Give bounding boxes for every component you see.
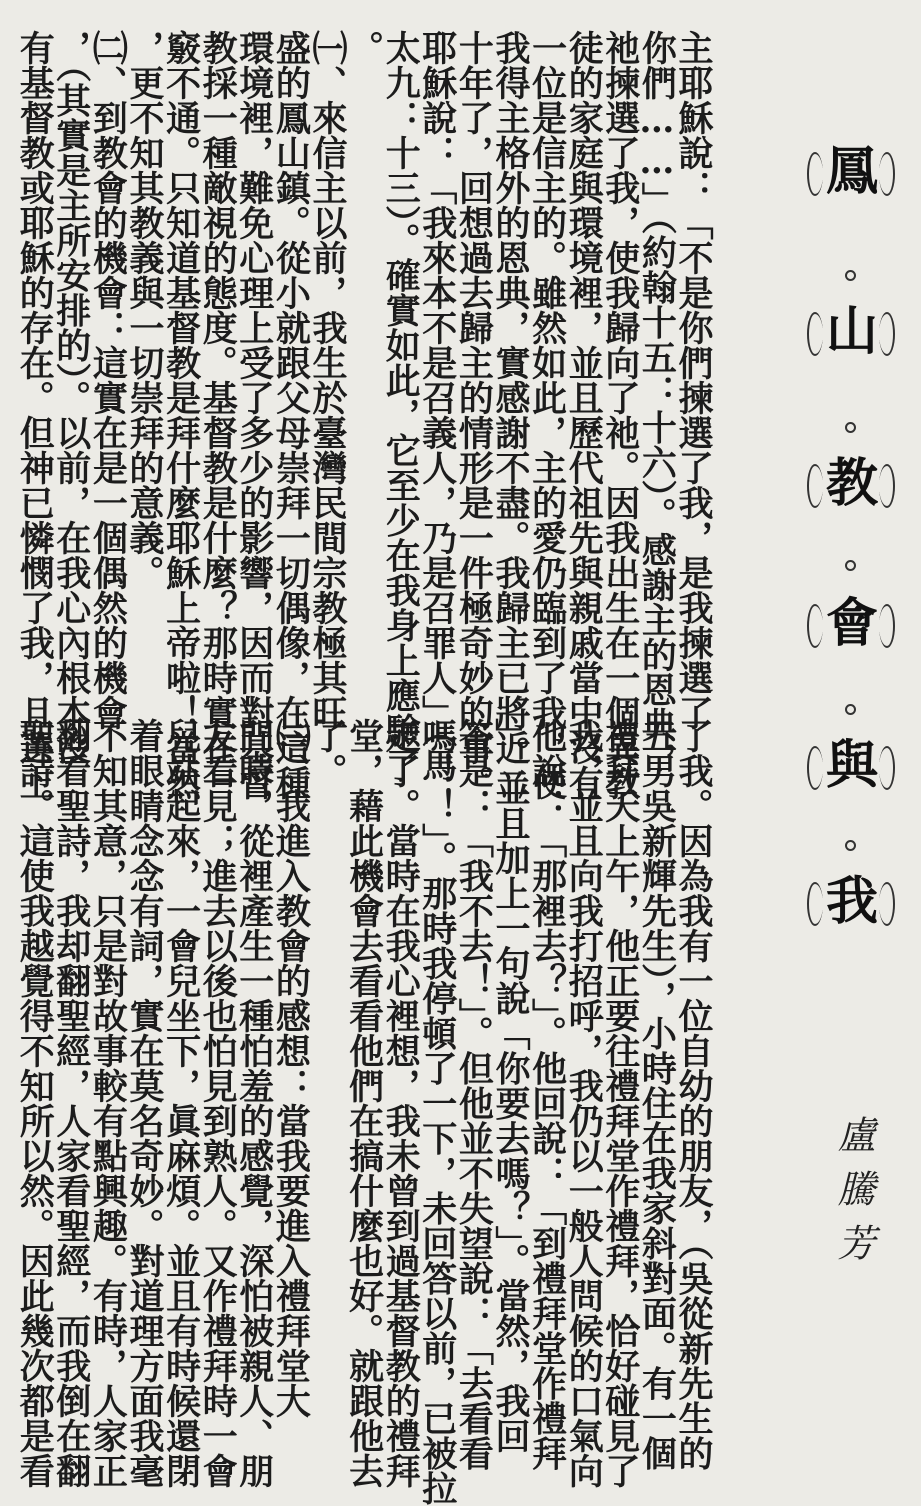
- text-column: 十年了，回想過去歸主的情形是一件極奇妙的事。: [453, 30, 495, 800]
- title-char: 會: [825, 593, 878, 654]
- title-char: 山: [825, 301, 878, 362]
- text-column: 他說：「那裡去？」。他回說：「到禮拜堂作禮拜: [526, 718, 568, 1471]
- text-column: ，（其實是主所安排的）。以前，在我心內根本沒: [50, 30, 92, 765]
- text-column: 五男吳新輝先生），小時住在我家斜對面。有一個: [636, 718, 678, 1471]
- text-column: 太九：十三）。確實如此，它至少在我身上應驗了: [380, 30, 422, 783]
- text-column: 不知其意，只是對故事較有點興趣。有時，人家正: [87, 718, 129, 1488]
- text-column: 我，並且向我打招呼，我仍以一般人問候的口氣向: [563, 718, 605, 1488]
- text-column: ㈢、我進入教會的感想：當我要進入禮拜堂大: [270, 718, 312, 1418]
- dot-ornament: [845, 422, 856, 433]
- bracket-ornament: [879, 312, 895, 356]
- text-column: 環境裡，難免心理上受了多少的影響，因而對基督: [233, 30, 275, 800]
- text-column: 」。並且加上一句說「你要去嗎？」。當然，我回: [490, 718, 531, 1453]
- text-column: 一位是信主的。雖然如此，主的愛仍臨到了我，使: [526, 30, 568, 800]
- bracket-ornament: [807, 464, 823, 508]
- dot-ornament: [845, 840, 856, 851]
- text-column: 聖詩。這使我越覺得不知所以然。因此幾次都是看: [14, 718, 56, 1488]
- text-column: 竅不通。只知道基督教是拜什麼耶穌上帝啦！當然: [160, 30, 202, 800]
- bracket-ornament: [879, 152, 895, 196]
- bracket-ornament: [879, 882, 895, 926]
- bracket-ornament: [879, 746, 895, 790]
- text-column: 我得主格外的恩典，實感謝不盡。我歸主已將近二: [490, 30, 531, 800]
- text-column: 了。: [307, 718, 348, 788]
- bracket-ornament: [807, 312, 823, 356]
- text-column: 走了。當時在我心裡想，我未曾到過基督教的禮拜: [380, 718, 422, 1488]
- bracket-ornament: [807, 604, 823, 648]
- bracket-ornament: [807, 746, 823, 790]
- section-divider: [20, 700, 730, 701]
- text-column: ，更不知其教義與一切崇拜的意義。: [124, 30, 165, 590]
- bracket-ornament: [879, 464, 895, 508]
- text-column: ㈡、到教會的機會：這實在是一個偶然的機會: [87, 30, 129, 730]
- title-char: 鳳: [825, 141, 878, 202]
- article-title: [801, 140, 901, 990]
- text-column: 你們……」（約翰十五：十六）。感謝主的恩典，: [636, 30, 678, 777]
- text-column: 教採一種敵視的態度。基督教是什麼？那時實在一: [197, 30, 239, 800]
- dot-ornament: [845, 704, 856, 715]
- text-column: 堂，藉此機會去看看他們在搞什麼也好。就跟他去: [343, 718, 385, 1488]
- text-column: 盛的鳳山鎮。從小就跟父母崇拜一切偶像，在這種: [270, 30, 312, 800]
- text-column: 。: [343, 30, 385, 65]
- text-column: 門時，從裡產生一種怕羞的感覺，深怕被親人、朋: [233, 718, 275, 1488]
- text-column: ㈠、來信主以前，我生於臺灣民間宗教極其旺: [307, 30, 348, 730]
- bracket-ornament: [807, 152, 823, 196]
- title-char: 教: [825, 453, 878, 514]
- text-column: 禮拜天上午，他正要往禮拜堂作禮拜，恰好碰見了: [599, 718, 641, 1488]
- text-column: 兒站起來，一會兒坐下，眞麻煩。並且有時候還閉: [160, 718, 202, 1488]
- text-column: 祂揀選了我，使我歸向了祂。因我出生在一個異教: [599, 30, 641, 800]
- title-char: 我: [825, 871, 878, 932]
- text-column: 耶穌說：「我來本不是召義人，乃是召罪人」（馬: [416, 30, 458, 783]
- text-column: 主耶穌說：「不是你們揀選了我，是我揀選了: [673, 30, 714, 730]
- dot-ornament: [845, 560, 856, 571]
- text-column: 答是：「我不去！」。但他並不失望說：「去看看: [453, 718, 495, 1471]
- title-char: 與: [825, 735, 878, 796]
- text-column: 有基督教或耶穌的存在。但神已憐憫了我，且選上: [14, 30, 56, 800]
- text-column: 着眼睛念念有詞，實在莫名奇妙。對道理方面我毫: [124, 718, 165, 1488]
- text-column: 了我。因為我有一位自幼的朋友，（吳從新先生的: [673, 718, 714, 1471]
- text-column: 友看見；進去以後也怕見到熟人。又作禮拜時一會: [197, 718, 239, 1488]
- author-name: 盧騰芳: [831, 1115, 875, 1277]
- text-column: 嗎！！」。那時我停頓了一下，未回答以前，已被拉: [416, 718, 458, 1506]
- bracket-ornament: [879, 604, 895, 648]
- text-column: 徒的家庭與環境裡，並且歷代祖先與親戚當中沒有: [563, 30, 605, 800]
- dot-ornament: [845, 270, 856, 281]
- bracket-ornament: [807, 882, 823, 926]
- text-column: 翻看聖詩，我却翻聖經，人家看聖經，而我倒在翻: [50, 718, 92, 1488]
